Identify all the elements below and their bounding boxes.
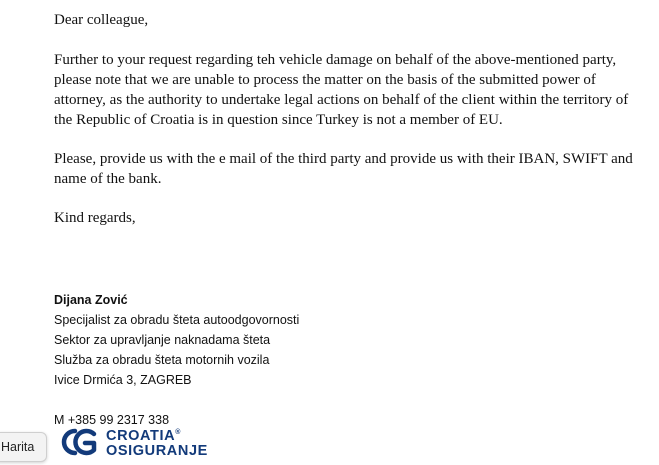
logo-registered-mark: ® bbox=[175, 429, 181, 437]
logo-line-osiguranje: OSIGURANJE bbox=[106, 442, 208, 459]
company-logo bbox=[54, 425, 208, 459]
email-signature bbox=[54, 290, 299, 430]
signature-department: Sektor za upravljanje naknadama šteta bbox=[54, 333, 271, 347]
email-greeting: Dear colleague, bbox=[54, 12, 149, 28]
signature-service: Služba za obradu šteta motornih vozila bbox=[54, 353, 270, 367]
signature-address: Ivice Drmića 3, ZAGREB bbox=[54, 373, 192, 387]
map-tooltip: Harita bbox=[0, 432, 47, 462]
email-paragraph-request: Further to your request regarding teh vehicle damage on behalf of the above-mentioned party, please note that we are unable to process the matter on the basis of the submitted power of attorney, as the authority to undertake legal actions on behalf of the client within the territory of the Republic of Croatia is in question since Turkey is not a member of EU. bbox=[54, 52, 629, 128]
signature-phone: M +385 99 2317 338 bbox=[54, 413, 170, 427]
signature-name: Dijana Zović bbox=[54, 293, 128, 307]
email-closing: Kind regards, bbox=[54, 210, 136, 226]
logo-line-croatia: CROATIA bbox=[106, 427, 176, 444]
logo-wordmark bbox=[106, 425, 208, 459]
email-paragraph-details: Please, provide us with the e mail of the third party and provide us with their IBAN, SWIFT and name of the bank. bbox=[54, 151, 633, 187]
croatia-osiguranje-logo-icon bbox=[54, 426, 100, 458]
signature-title: Specijalist za obradu šteta autoodgovornosti bbox=[54, 313, 300, 327]
